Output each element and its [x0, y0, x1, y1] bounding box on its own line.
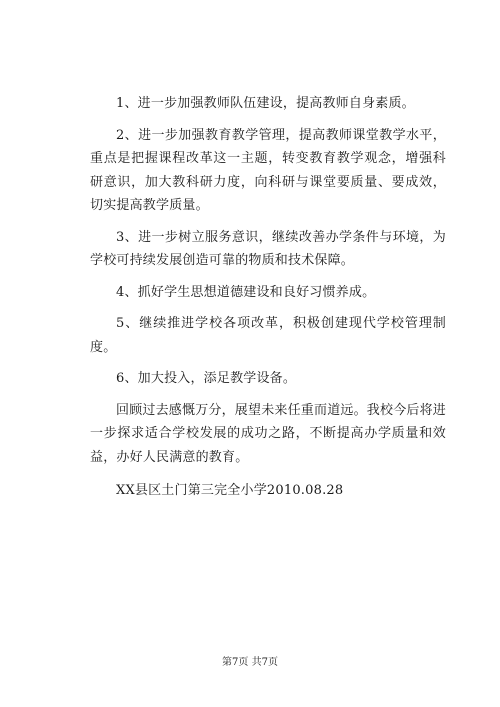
list-item: 3、进一步树立服务意识，继续改善办学条件与环境，为学校可持续发展创造可靠的物质和技术保障。	[90, 229, 446, 268]
signature-line: XX县区土门第三完全小学2010.08.28	[116, 483, 344, 498]
list-item: 4、抓好学生思想道德建设和良好习惯养成。	[116, 284, 376, 300]
list-item: 1、进一步加强教师队伍建设，提高教师自身素质。	[116, 96, 415, 111]
list-item: 2、进一步加强教育教学管理，提高教师课堂教学水平，重点是把握课程改革这一主题，转变教育教学观念，增强科研意识，加大教科研力度，向科研与课堂要质量、要成效，切实提高教学质量。	[90, 127, 446, 213]
list-item: 6、加大投入，添足教学设备。	[116, 371, 297, 386]
list-item: 5、继续推进学校各项改革，积极创建现代学校管理制度。	[90, 316, 446, 355]
page-number: 第7页 共7页	[222, 657, 278, 668]
document-body	[90, 92, 446, 511]
closing-paragraph: 回顾过去感慨万分，展望未来任重而道远。我校今后将进一步探求适合学校发展的成功之路，不断提高办学质量和效益，办好人民满意的教育。	[90, 402, 447, 465]
